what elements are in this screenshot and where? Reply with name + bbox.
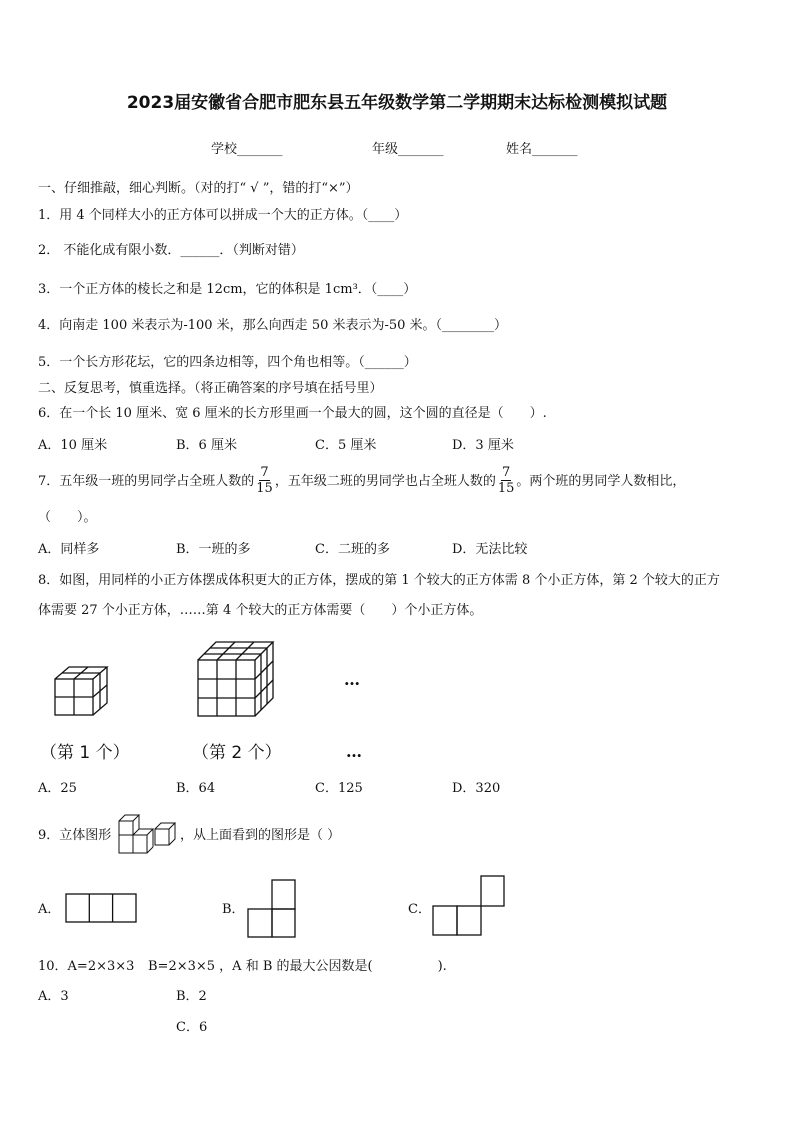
question-7-line2: （ ）。 [38, 510, 97, 525]
ellipsis-2: … [346, 742, 362, 761]
q6-option-a: A．10 厘米 [38, 438, 108, 453]
q8-option-a: A．25 [38, 781, 77, 796]
question-10-a: 10．A=2×3×3 [38, 959, 135, 974]
question-9-part2: ，从上面看到的图形是（ ） [180, 828, 341, 843]
q8-option-c: C．125 [315, 781, 363, 796]
question-3: 3．一个正方体的棱长之和是 12cm，它的体积是 1cm³．（____） [38, 282, 417, 297]
school-field: 学校_______ [211, 142, 283, 157]
cube-figure-1 [55, 665, 110, 717]
q9-option-b-figure [247, 879, 297, 939]
name-field: 姓名_______ [506, 142, 578, 157]
fraction-numerator: 7 [260, 465, 269, 480]
q10-option-c: C．6 [176, 1020, 208, 1035]
page-title: 2023届安徽省合肥市肥东县五年级数学第二学期期末达标检测模拟试题 [126, 93, 668, 113]
q10-option-a: A．3 [38, 989, 69, 1004]
q6-option-b: B．6 厘米 [176, 438, 237, 453]
ellipsis-1: … [344, 670, 360, 689]
q7-fraction-1 [256, 465, 273, 496]
q7-fraction-2 [498, 465, 515, 496]
q6-option-c: C．5 厘米 [315, 438, 377, 453]
question-1: 1．用 4 个同样大小的正方体可以拼成一个大的正方体。（____） [38, 208, 408, 223]
question-8-line2: 体需要 27 个小正方体，……第 4 个较大的正方体需要（ ）个小正方体。 [38, 603, 483, 618]
question-7-stem [38, 466, 685, 498]
cube-figure-2 [198, 640, 273, 718]
question-9-part1: 9．立体图形 [38, 828, 112, 843]
q9-option-c-figure [432, 875, 506, 937]
fraction-denominator: 15 [497, 481, 515, 496]
q7-option-d: D．无法比较 [452, 542, 528, 557]
question-6-stem: 6．在一个长 10 厘米、宽 6 厘米的长方形里画一个最大的圆，这个圆的直径是（ ）. [38, 406, 547, 421]
fraction-denominator: 15 [256, 481, 273, 496]
q7-option-a: A．同样多 [38, 542, 100, 557]
figure-label-2: （第 2 个） [192, 743, 282, 763]
q9-option-b: B． [222, 902, 245, 917]
q9-option-a-figure [65, 893, 137, 923]
question-5: 5．一个长方形花坛，它的四条边相等，四个角也相等。（______） [38, 355, 417, 370]
q9-option-a: A． [38, 902, 61, 917]
q8-option-b: B．64 [176, 781, 216, 796]
question-2: 2． 不能化成有限小数．______．（判断对错） [38, 243, 304, 258]
q6-option-d: D．3 厘米 [452, 438, 514, 453]
section2-heading: 二、反复思考，慎重选择。（将正确答案的序号填在括号里） [38, 381, 383, 396]
q8-option-d: D．320 [452, 781, 501, 796]
q10-option-b: B．2 [176, 989, 207, 1004]
question-8-line1: 8．如图，用同样的小正方体摆成体积更大的正方体，摆成的第 1 个较大的正方体需 8 个小正方体，第 2 个较大的正方 [38, 573, 720, 588]
question-10-b: B=2×3×5 ，A 和 B 的最大公因数是( ). [148, 959, 447, 974]
q9-option-c: C． [408, 902, 431, 917]
q7-part3: 。两个班的男同学人数相比， [516, 474, 686, 489]
grade-field: 年级_______ [372, 142, 444, 157]
solid-figure-icon [117, 811, 179, 857]
q7-part2: ，五年级二班的男同学也占全班人数的 [274, 474, 496, 489]
q7-part1: 7．五年级一班的男同学占全班人数的 [38, 474, 255, 489]
q7-option-b: B．一班的多 [176, 542, 251, 557]
figure-label-1: （第 1 个） [40, 743, 130, 763]
fraction-numerator: 7 [501, 465, 511, 480]
section1-heading: 一、仔细推敲，细心判断。（对的打“ √ ”，错的打“×”） [38, 181, 359, 196]
q7-option-c: C．二班的多 [315, 542, 390, 557]
question-4: 4．向南走 100 米表示为-100 米，那么向西走 50 米表示为-50 米。（________） [38, 318, 508, 333]
